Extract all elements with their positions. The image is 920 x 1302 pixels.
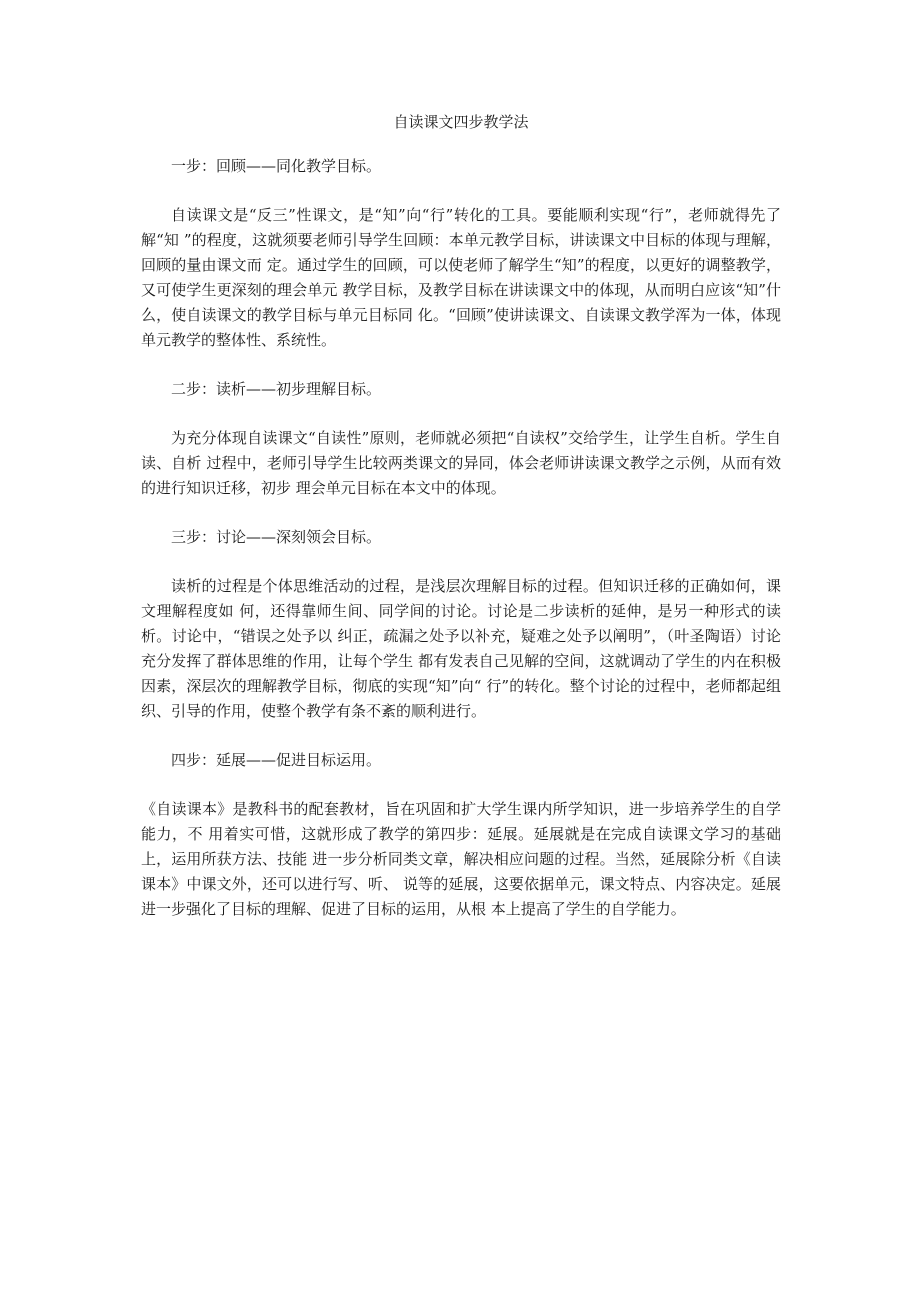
document-content [141, 110, 781, 946]
step-three-heading: 三步：讨论——深刻领会目标。 [171, 528, 382, 546]
step-one-body: 自读课文是“反三”性课文，是“知”向“行”转化的工具。要能顺利实现“行”，老师就得先了解“知 ”的程度，这就须要老师引导学生回顾：本单元教学目标，讲读课文中目标的体现与理解，回顾的量由课文而 定。通过学生的回顾，可以使老师了解学生“知”的程度，以更好的调整教学，又可使学生更深刻的理会单元 教学目标，及教学目标在讲读课文中的体现，从而明白应该“知”什么，使自读课文的教学目标与单元目标同 化。“回顾”使讲读课文、自读课文教学浑为一体，体现单元教学的整体性、系统性。 [141, 206, 781, 349]
document-title: 自读课文四步教学法 [393, 113, 529, 131]
step-two-body: 为充分体现自读课文“自读性”原则，老师就必须把“自读权”交给学生，让学生自析。学生自读、自析 过程中，老师引导学生比较两类课文的异同，体会老师讲读课文教学之示例，从而有效的进行知识迁移，初步 理会单元目标在本文中的体现。 [141, 429, 781, 497]
step-one-heading: 一步：回顾——同化教学目标。 [171, 157, 382, 175]
step-four-body: 《自读课本》是教科书的配套教材，旨在巩固和扩大学生课内所学知识，进一步培养学生的自学能力，不 用着实可惜，这就形成了教学的第四步：延展。延展就是在完成自读课文学习的基础上，运用所获方法、技能 进一步分析同类文章，解决相应问题的过程。当然，延展除分析《自读课本》中课文外，还可以进行写、听、 说等的延展，这要依据单元，课文特点、内容决定。延展进一步强化了目标的理解、促进了目标的运用，从根 本上提高了学生的自学能力。 [141, 800, 781, 918]
step-two-heading: 二步：读析——初步理解目标。 [171, 380, 382, 398]
step-four-heading: 四步：延展——促进目标运用。 [171, 751, 382, 769]
step-three-body: 读析的过程是个体思维活动的过程，是浅层次理解目标的过程。但知识迁移的正确如何，课文理解程度如 何，还得靠师生间、同学间的讨论。讨论是二步读析的延伸，是另一种形式的读析。讨论中，“错误之处予以 纠正，疏漏之处予以补充，疑难之处予以阐明”，（叶圣陶语）讨论充分发挥了群体思维的作用，让每个学生 都有发表自己见解的空间，这就调动了学生的内在积极因素，深层次的理解教学目标，彻底的实现“知”向“ 行”的转化。整个讨论的过程中，老师都起组织、引导的作用，使整个教学有条不紊的顺利进行。 [141, 577, 781, 720]
